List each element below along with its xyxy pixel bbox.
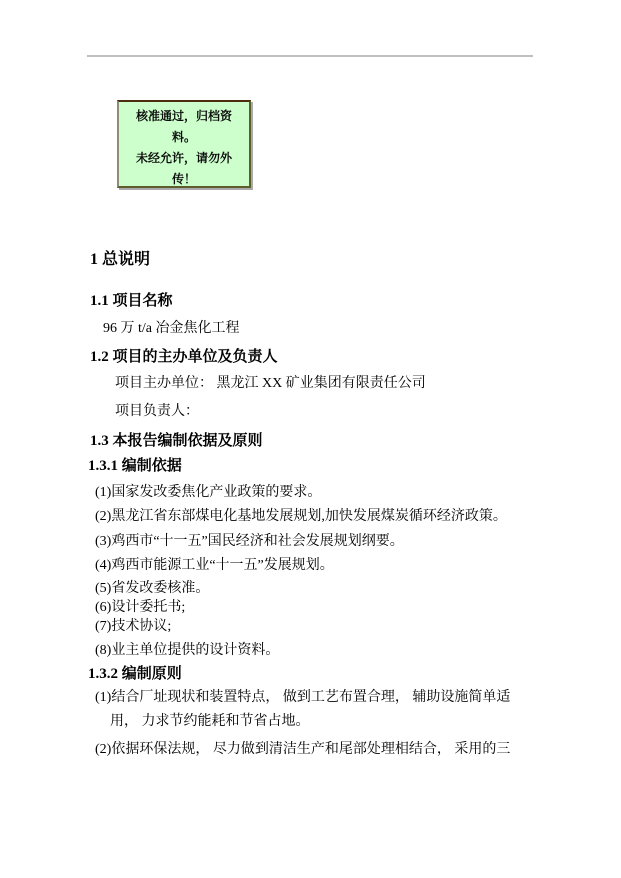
stamp-line: 传！ [171,172,196,186]
heading-1-general: 1 总说明 [90,251,151,268]
header-divider [87,55,533,57]
sponsor-unit-text: 项目主办单位： 黑龙江 XX 矿业集团有限责任公司 [115,376,426,391]
stamp-line: 核准通过，归档资 [135,109,232,123]
basis-item-8: (8)业主单位提供的设计资料。 [95,643,280,658]
basis-item-3: (3)鸡西市“十一五”国民经济和社会发展规划纲要。 [95,534,404,549]
heading-1-3-basis-principles: 1.3 本报告编制依据及原则 [90,433,263,449]
stamp-line: 料。 [171,130,196,144]
basis-item-1: (1)国家发改委焦化产业政策的要求。 [95,485,322,500]
basis-item-7: (7)技术协议; [95,619,172,634]
project-name-text: 96 万 t/a 冶金焦化工程 [103,321,240,336]
approval-stamp-box [117,100,251,188]
heading-1-3-1-basis: 1.3.1 编制依据 [88,458,182,474]
basis-item-4: (4)鸡西市能源工业“十一五”发展规划。 [95,558,334,573]
basis-item-5: (5)省发改委核准。 [95,581,210,596]
heading-1-2-sponsor: 1.2 项目的主办单位及负责人 [90,349,278,365]
principle-item-2: (2)依据环保法规， 尽力做到清洁生产和尾部处理相结合， 采用的三 [95,742,511,757]
principle-item-1-line-1: (1)结合厂址现状和装置特点， 做到工艺布置合理， 辅助设施简单适 [95,690,511,705]
heading-1-1-project-name: 1.1 项目名称 [90,293,173,309]
heading-1-3-2-principles: 1.3.2 编制原则 [88,666,182,682]
principle-item-1-line-2: 用， 力求节约能耗和节省占地。 [110,714,310,729]
basis-item-2: (2)黑龙江省东部煤电化基地发展规划,加快发展煤炭循环经济政策。 [95,509,507,524]
project-leader-text: 项目负责人： [115,404,199,419]
stamp-line: 未经允许，请勿外 [135,151,232,165]
basis-item-6: (6)设计委托书; [95,600,186,615]
